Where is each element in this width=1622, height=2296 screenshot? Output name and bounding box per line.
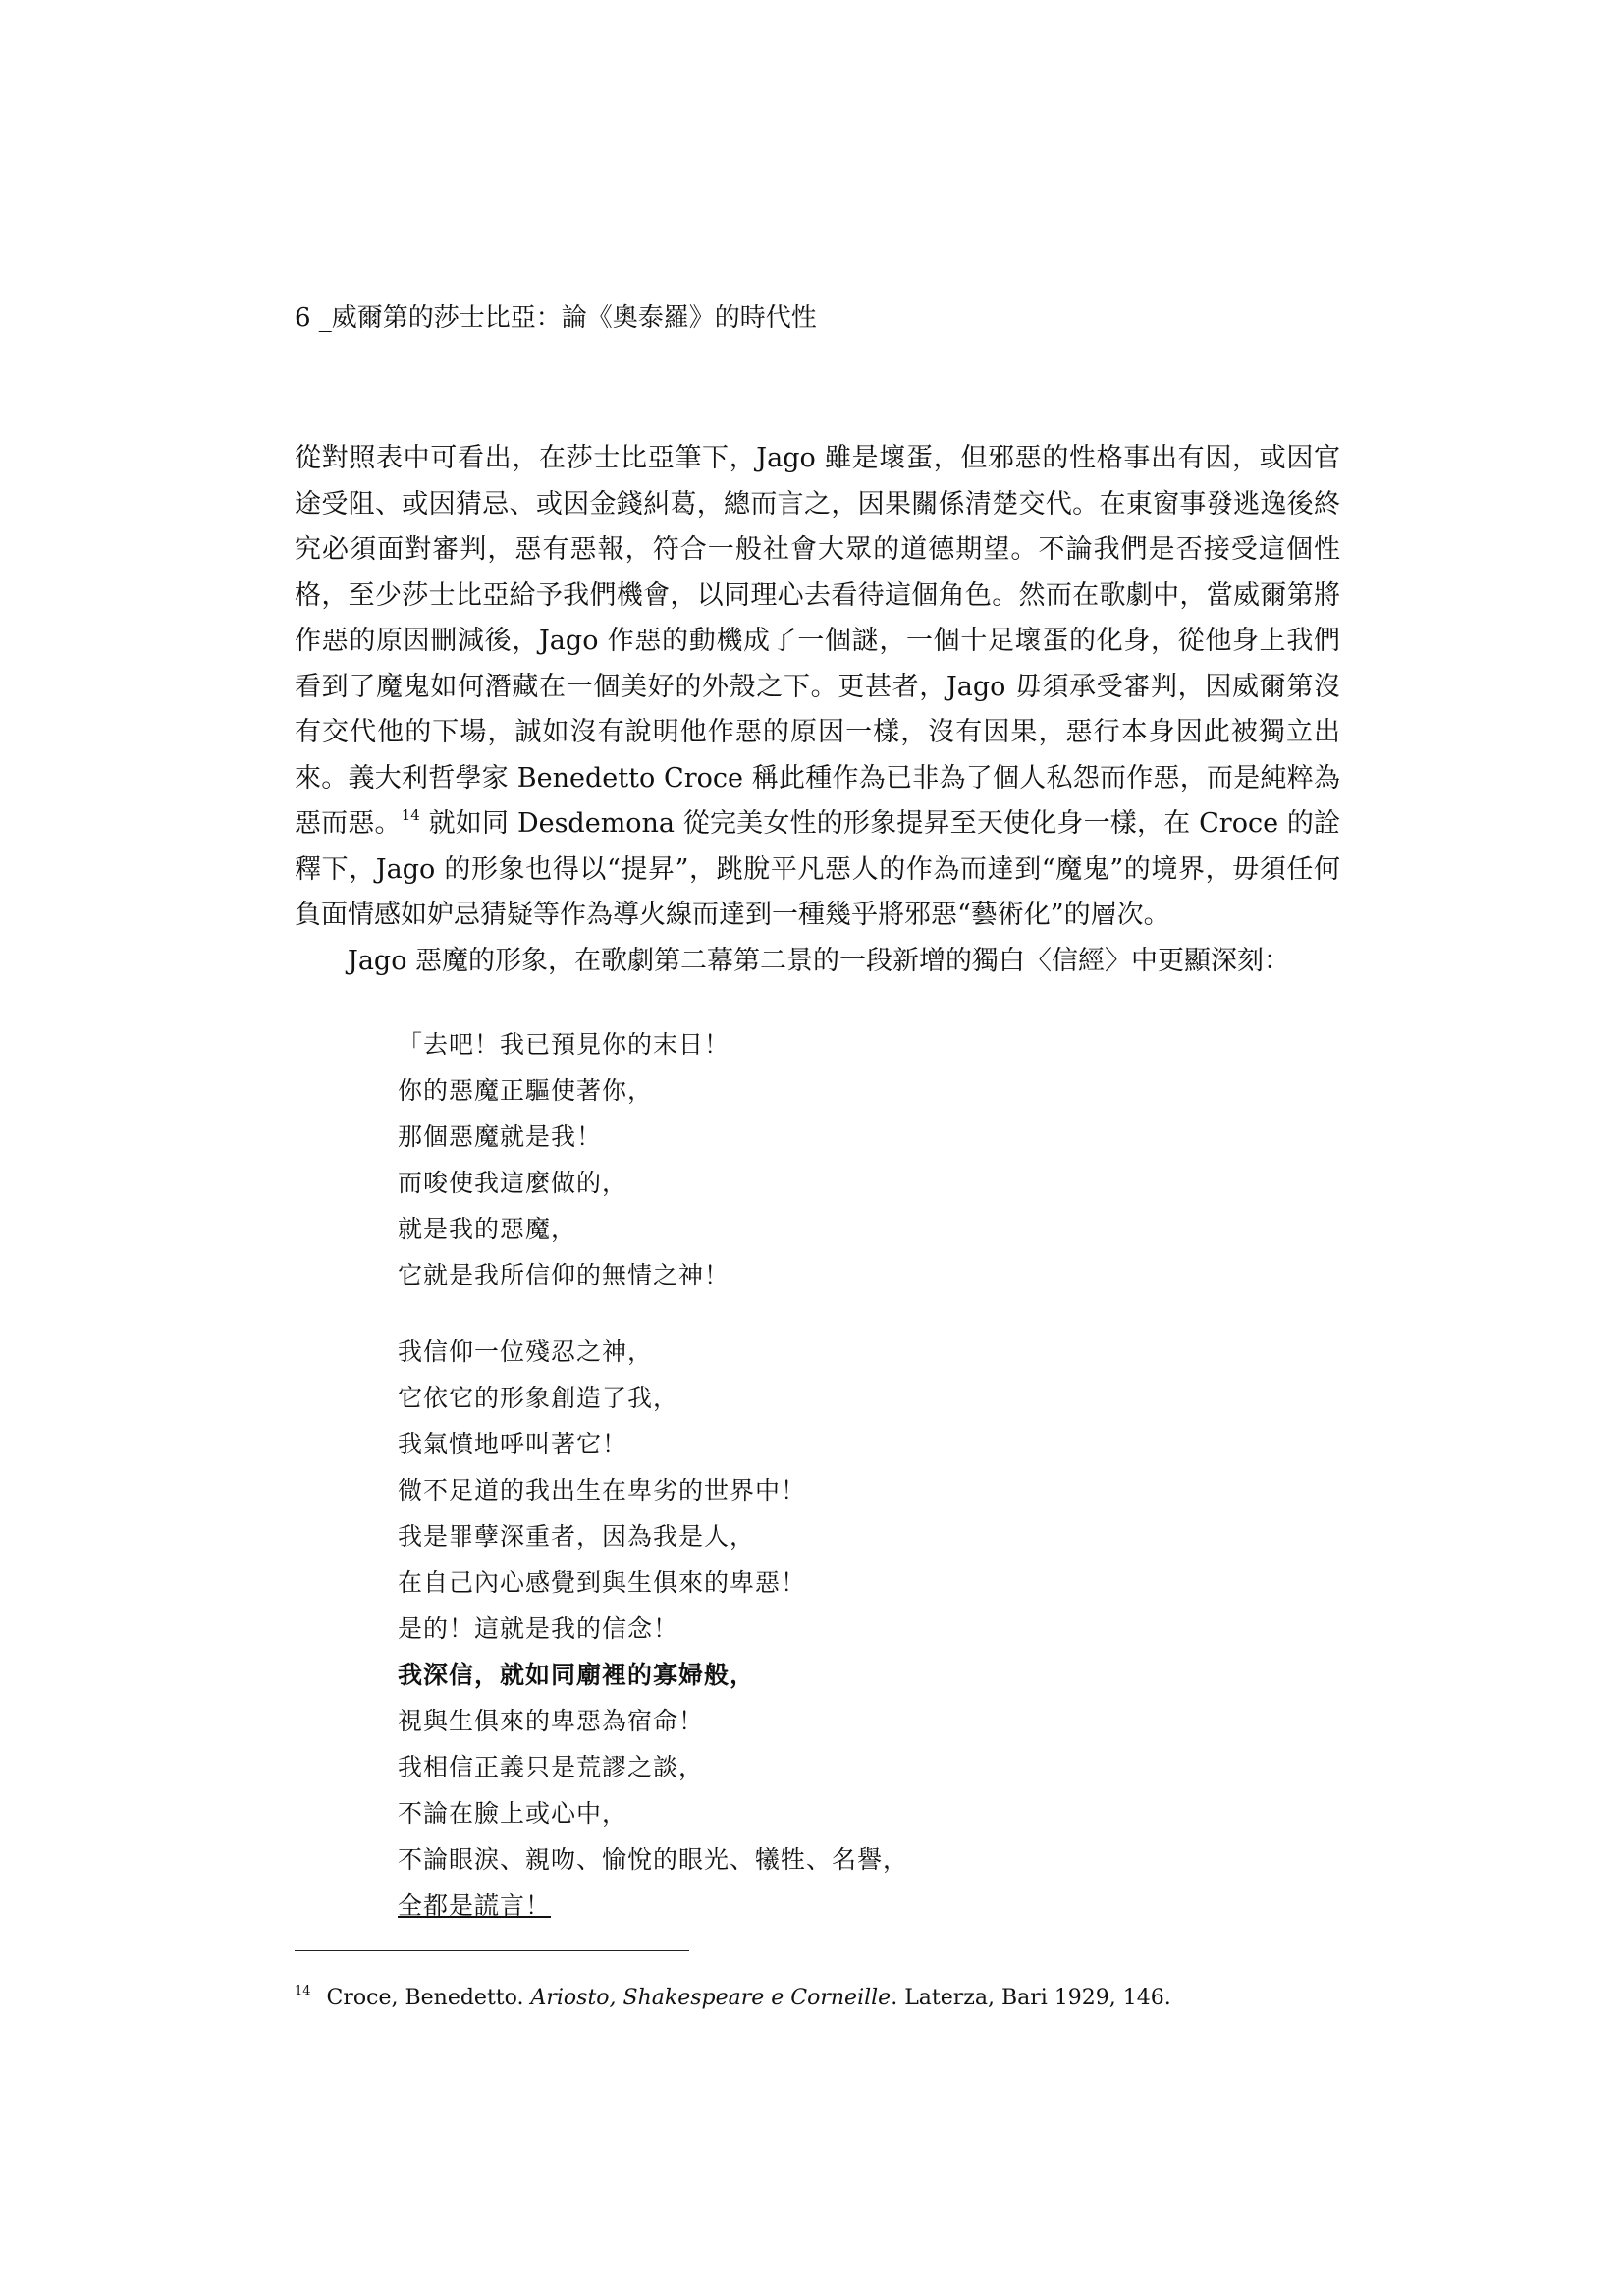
paragraph-2: Jago 惡魔的形象，在歌劇第二幕第二景的一段新增的獨白〈信經〉中更顯深刻：	[348, 945, 1291, 976]
poem-line: 是的！這就是我的信念！	[398, 1614, 679, 1643]
footnote-title: Ariosto, Shakespeare e Corneille	[530, 1986, 892, 2010]
poem-line	[398, 1883, 1085, 1929]
poem-line: 不論眼淚、親吻、愉悅的眼光、犧牲、名譽，	[398, 1845, 909, 1874]
poem-line: 我氣憤地呼叫著它！	[398, 1430, 628, 1458]
poem-stanza-2	[398, 1329, 1085, 1929]
footnote	[295, 1984, 1171, 2013]
poem-line: 不論在臉上或心中，	[398, 1799, 628, 1828]
paragraph-1	[295, 436, 1340, 939]
poem-line: 那個惡魔就是我！	[398, 1122, 603, 1151]
footnote-reference[interactable]: 14	[401, 806, 420, 824]
paragraph-1-part-2: 就如同 Desdemona 從完美女性的形象提昇至天使化身一樣，在 Croce 的詮釋下，Jago 的形象也得以“提昇”，跳脫平凡惡人的作為而達到“魔鬼”的境界，毋須任何負面情感如妒忌猜疑等作為導火線而達到一種幾乎將邪惡“藝術化”的層次。	[295, 808, 1341, 930]
footnote-publication: . Laterza, Bari 1929, 146.	[891, 1986, 1171, 2010]
poem-line: 而唆使我這麼做的，	[398, 1169, 628, 1197]
poem-line: 我信仰一位殘忍之神，	[398, 1338, 654, 1366]
poem-last-line: 全都是謊言！	[398, 1891, 552, 1920]
poem-line: 就是我的惡魔，	[398, 1215, 577, 1243]
paragraph-1-part-1: 從對照表中可看出，在莎士比亞筆下，Jago 雖是壞蛋，但邪惡的性格事出有因，或因官途受阻、或因猜忌、或因金錢糾葛，總而言之，因果關係清楚交代。在東窗事發逃逸後終究必須面對審判，惡有惡報，符合一般社會大眾的道德期望。不論我們是否接受這個性格，至少莎士比亞給予我們機會，以同理心去看待這個角色。然而在歌劇中，當威爾第將作惡的原因刪減後，Jago 作惡的動機成了一個謎，一個十足壞蛋的化身，從他身上我們看到了魔鬼如何潛藏在一個美好的外殼之下。更甚者，Jago 毋須承受審判，因威爾第沒有交代他的下場，誠如沒有說明他作惡的原因一樣，沒有因果，惡行本身因此被獨立出來。義大利哲學家 Benedetto Croce 稱此種作為已非為了個人私怨而作惡，而是純粹為惡而惡。	[295, 443, 1340, 839]
poem-line: 它就是我所信仰的無情之神！	[398, 1261, 730, 1289]
poem-line: 我是罪孽深重者，因為我是人，	[398, 1522, 756, 1551]
poem-stanza-1	[398, 1021, 1085, 1298]
poem-line: 我相信正義只是荒謬之談，	[398, 1753, 705, 1781]
poem-line: 「去吧！我已預見你的末日！	[398, 1030, 730, 1059]
running-title: _威爾第的莎士比亞：論《奧泰羅》的時代性	[310, 303, 817, 333]
footnote-divider	[295, 1950, 689, 1951]
running-header	[295, 301, 817, 336]
body-text	[295, 436, 1340, 984]
poem-line: 你的惡魔正驅使著你，	[398, 1076, 654, 1105]
poem-line: 在自己內心感覺到與生俱來的卑惡！	[398, 1568, 807, 1597]
poem-line: 我深信，就如同廟裡的寡婦般，	[398, 1661, 756, 1689]
poem-line: 視與生俱來的卑惡為宿命！	[398, 1707, 705, 1735]
footnote-number: 14	[295, 1984, 311, 1998]
poem-line: 微不足道的我出生在卑劣的世界中！	[398, 1476, 807, 1504]
footnote-author: Croce, Benedetto.	[326, 1986, 531, 2010]
poem-line: 它依它的形象創造了我，	[398, 1384, 679, 1412]
page-number: 6	[295, 303, 311, 333]
